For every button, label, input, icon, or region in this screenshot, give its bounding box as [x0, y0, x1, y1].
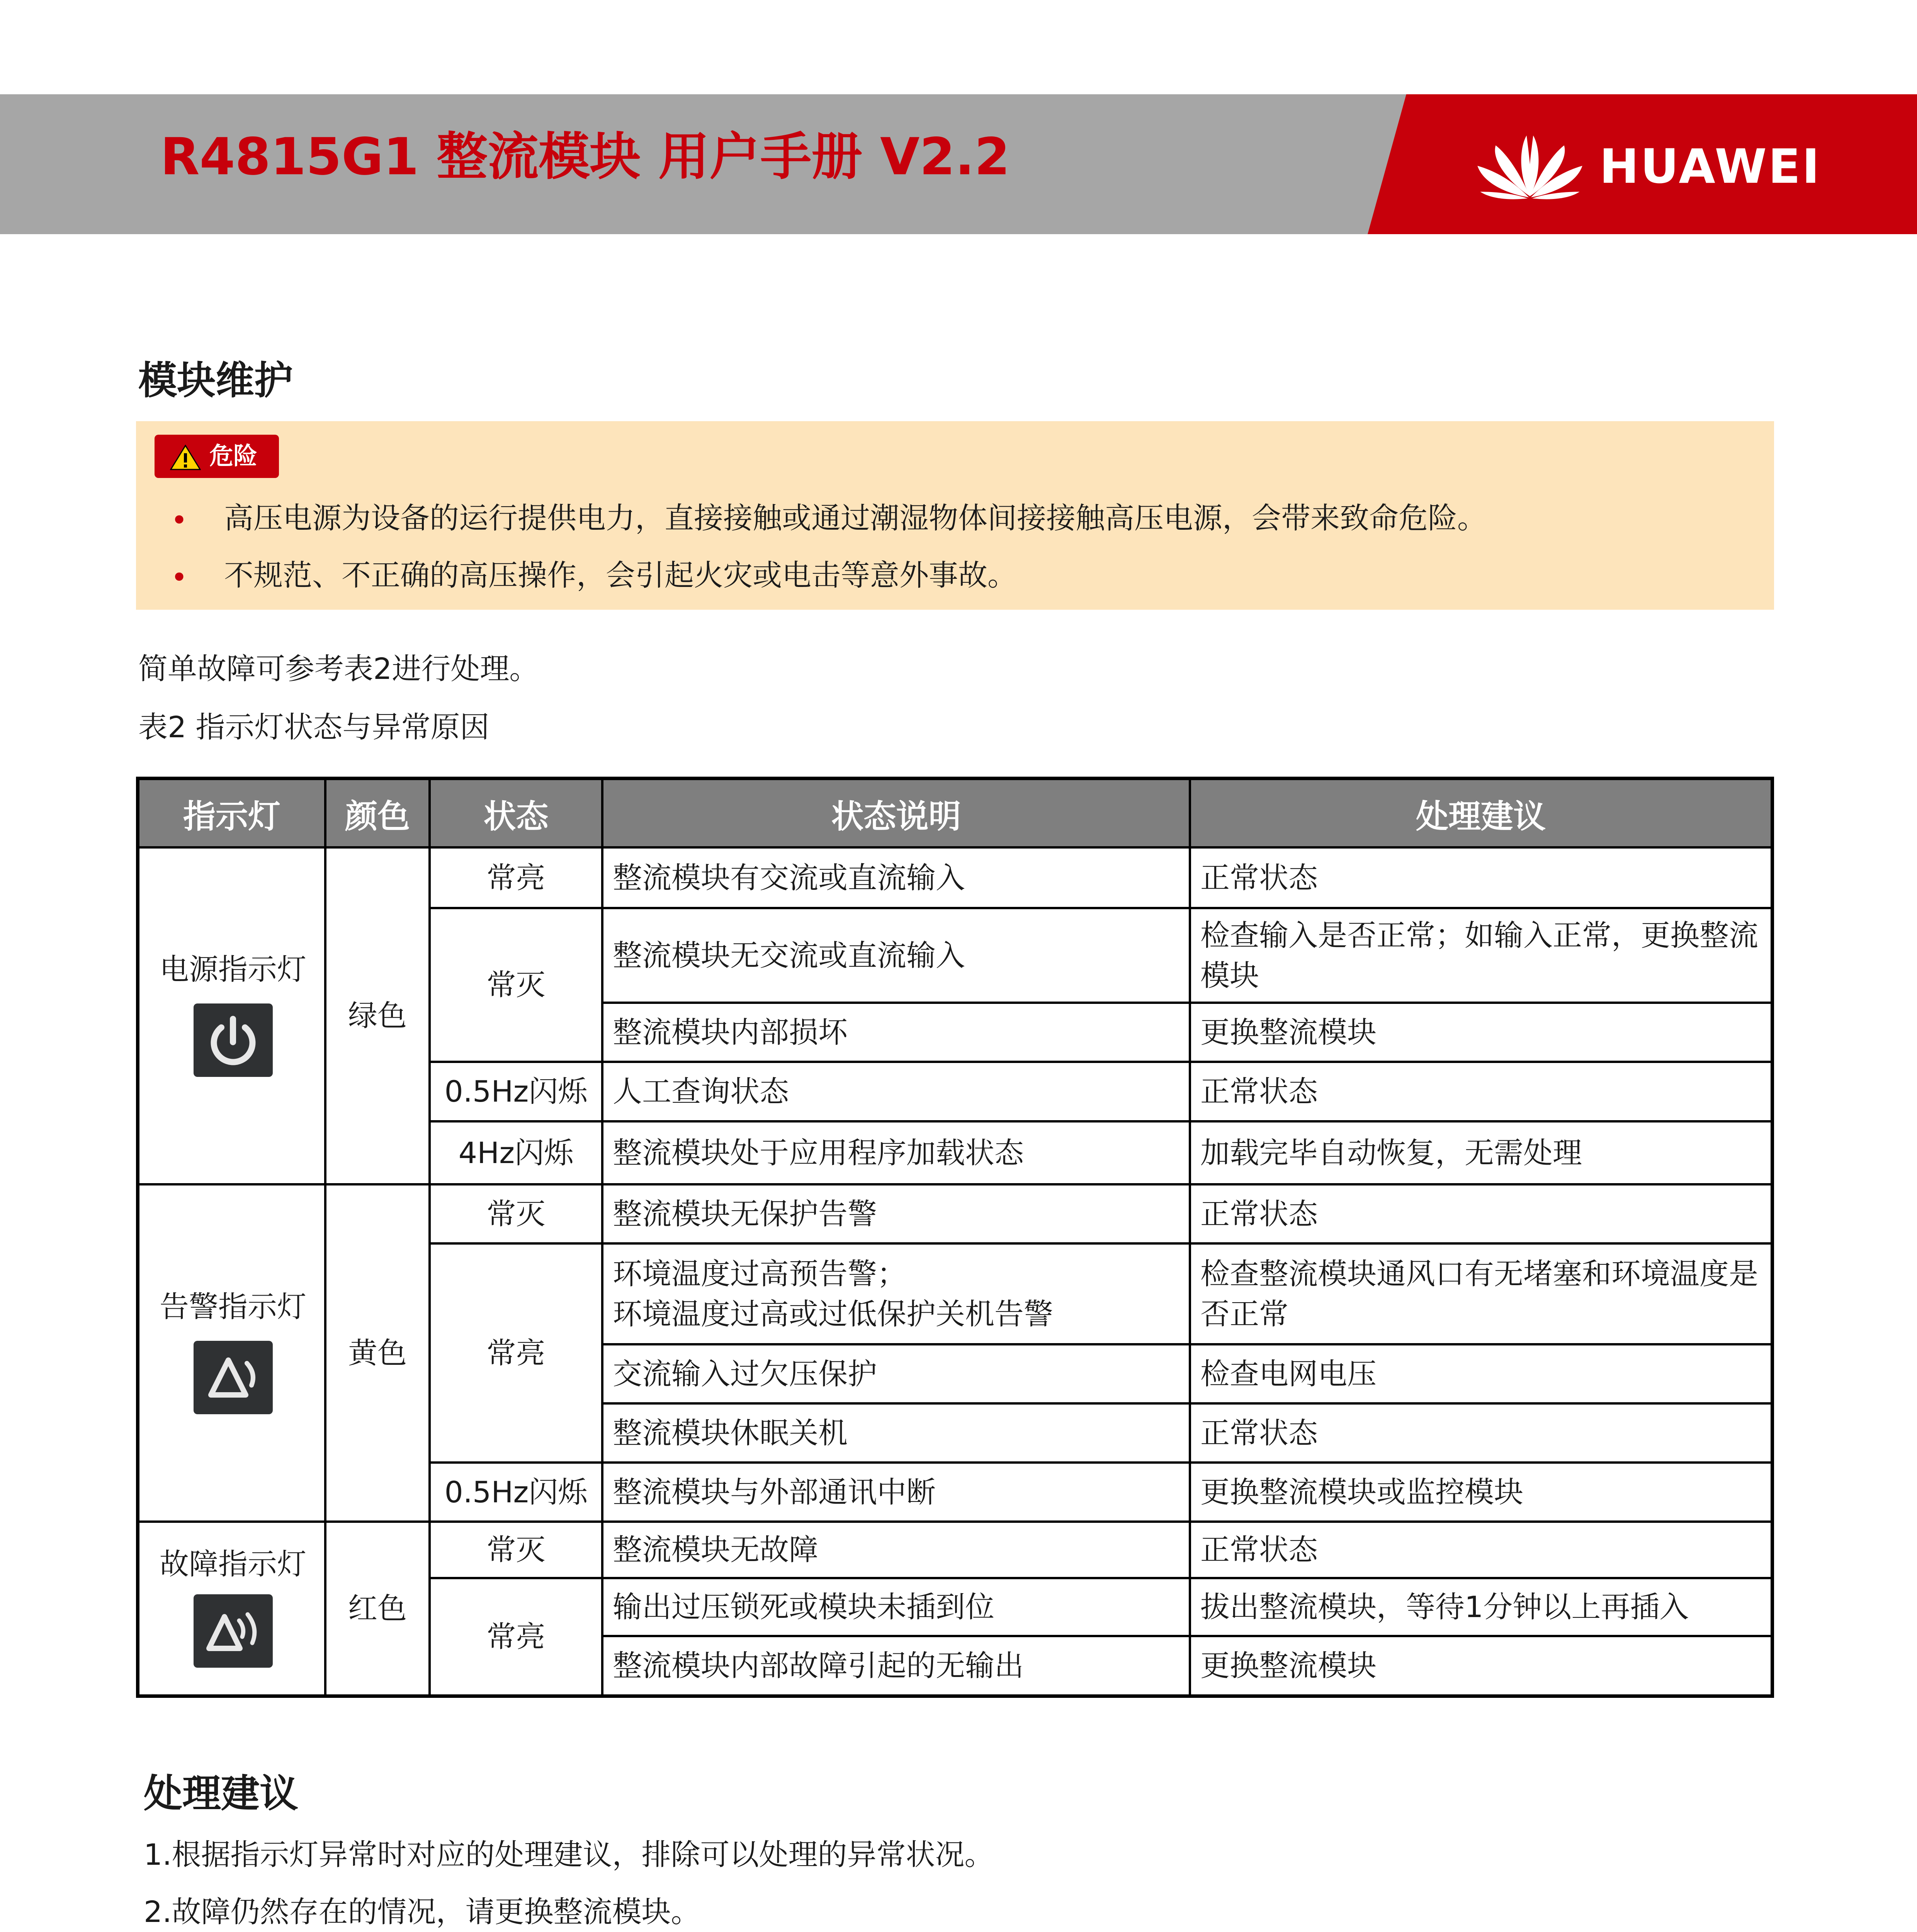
description-cell: 整流模块内部故障引起的无输出 [613, 1648, 1024, 1683]
intro-text: 简单故障可参考表2进行处理。 [138, 651, 539, 686]
warning-icon [170, 445, 201, 470]
description-cell: 整流模块有交流或直流输入 [613, 860, 965, 895]
advice-cell: 加载完毕自动恢复，无需处理 [1200, 1135, 1582, 1170]
fault-icon [194, 1594, 273, 1668]
advice-cell: 正常状态 [1200, 1415, 1318, 1450]
tip-item: 1.根据指示灯异常时对应的处理建议，排除可以处理的异常状况。 [144, 1837, 994, 1872]
description-cell: 交流输入过欠压保护 [613, 1356, 877, 1391]
description-cell: 人工查询状态 [613, 1074, 789, 1109]
description-line: 环境温度过高或过低保护关机告警 [613, 1296, 1053, 1331]
status-cell: 常亮 [486, 1619, 546, 1654]
description-cell: 整流模块无保护告警 [613, 1196, 877, 1231]
status-cell: 常灭 [486, 1196, 546, 1231]
description-cell: 整流模块处于应用程序加载状态 [613, 1135, 1024, 1170]
indicator-label: 告警指示灯 [160, 1289, 306, 1324]
indicator-fault [139, 1523, 326, 1694]
huawei-logo-icon [1474, 124, 1586, 202]
col-header-status: 状态 [431, 780, 603, 847]
advice-cell: 更换整流模块 [1200, 1015, 1377, 1049]
power-icon [194, 1003, 273, 1077]
indicator-label: 故障指示灯 [160, 1547, 306, 1581]
advice-cell: 更换整流模块 [1200, 1648, 1377, 1683]
indicator-power [139, 849, 326, 1183]
status-cell: 常亮 [486, 860, 546, 895]
col-header-color: 颜色 [326, 780, 431, 847]
description-cell: 整流模块与外部通讯中断 [613, 1475, 936, 1509]
indicator-alarm [139, 1185, 326, 1520]
advice-cell: 拔出整流模块，等待1分钟以上再插入 [1200, 1590, 1689, 1624]
advice-cell: 检查整流模块通风口有无堵塞和环境温度是否正常 [1200, 1256, 1758, 1331]
section-title-maintenance: 模块维护 [138, 358, 293, 403]
bullet-icon: • [171, 504, 188, 537]
section-title-tips: 处理建议 [144, 1771, 298, 1816]
description-cell: 整流模块无交流或直流输入 [613, 938, 965, 973]
status-cell: 0.5Hz闪烁 [444, 1475, 588, 1509]
table-caption: 表2 指示灯状态与异常原因 [138, 710, 489, 744]
danger-bullet-1: 高压电源为设备的运行提供电力，直接接触或通过潮湿物体间接接触高压电源，会带来致命危险。 [224, 501, 1487, 535]
indicator-color: 绿色 [348, 998, 407, 1033]
advice-cell: 检查输入是否正常；如输入正常，更换整流模块 [1200, 918, 1758, 993]
alarm-icon [194, 1341, 273, 1414]
status-cell: 0.5Hz闪烁 [444, 1074, 588, 1109]
advice-cell: 正常状态 [1200, 1196, 1318, 1231]
col-header-description: 状态说明 [603, 780, 1191, 847]
status-cell: 常灭 [486, 968, 546, 1002]
indicator-label: 电源指示灯 [160, 952, 306, 986]
description-line: 环境温度过高预告警； [613, 1256, 906, 1291]
description-cell: 整流模块休眠关机 [613, 1415, 848, 1450]
description-cell: 整流模块无故障 [613, 1532, 818, 1567]
status-cell: 常亮 [486, 1335, 546, 1370]
advice-cell: 更换整流模块或监控模块 [1200, 1475, 1523, 1509]
tip-item: 2.故障仍然存在的情况，请更换整流模块。 [144, 1895, 700, 1929]
brand-name: HUAWEI [1599, 139, 1821, 194]
danger-bullet-2: 不规范、不正确的高压操作，会引起火灾或电击等意外事故。 [224, 558, 1017, 592]
danger-badge [155, 435, 279, 478]
advice-cell: 正常状态 [1200, 1074, 1318, 1109]
bullet-icon: • [171, 561, 188, 594]
advice-cell: 检查电网电压 [1200, 1356, 1377, 1391]
description-cell: 输出过压锁死或模块未插到位 [613, 1590, 994, 1624]
status-cell: 4Hz闪烁 [458, 1135, 574, 1170]
col-header-advice: 处理建议 [1191, 780, 1771, 847]
advice-cell: 正常状态 [1200, 860, 1318, 895]
indicator-color: 黄色 [348, 1335, 407, 1370]
indicator-table [136, 777, 1774, 1698]
description-cell: 整流模块内部损坏 [613, 1015, 848, 1049]
danger-label: 危险 [209, 442, 258, 470]
description-cell [603, 1245, 1189, 1343]
col-header-indicator: 指示灯 [139, 780, 326, 847]
document-title: R4815G1 整流模块 用户手册 V2.2 [160, 127, 1010, 187]
indicator-color: 红色 [348, 1591, 407, 1626]
danger-notice [136, 421, 1774, 610]
status-cell: 常灭 [486, 1532, 546, 1567]
advice-cell: 正常状态 [1200, 1532, 1318, 1567]
